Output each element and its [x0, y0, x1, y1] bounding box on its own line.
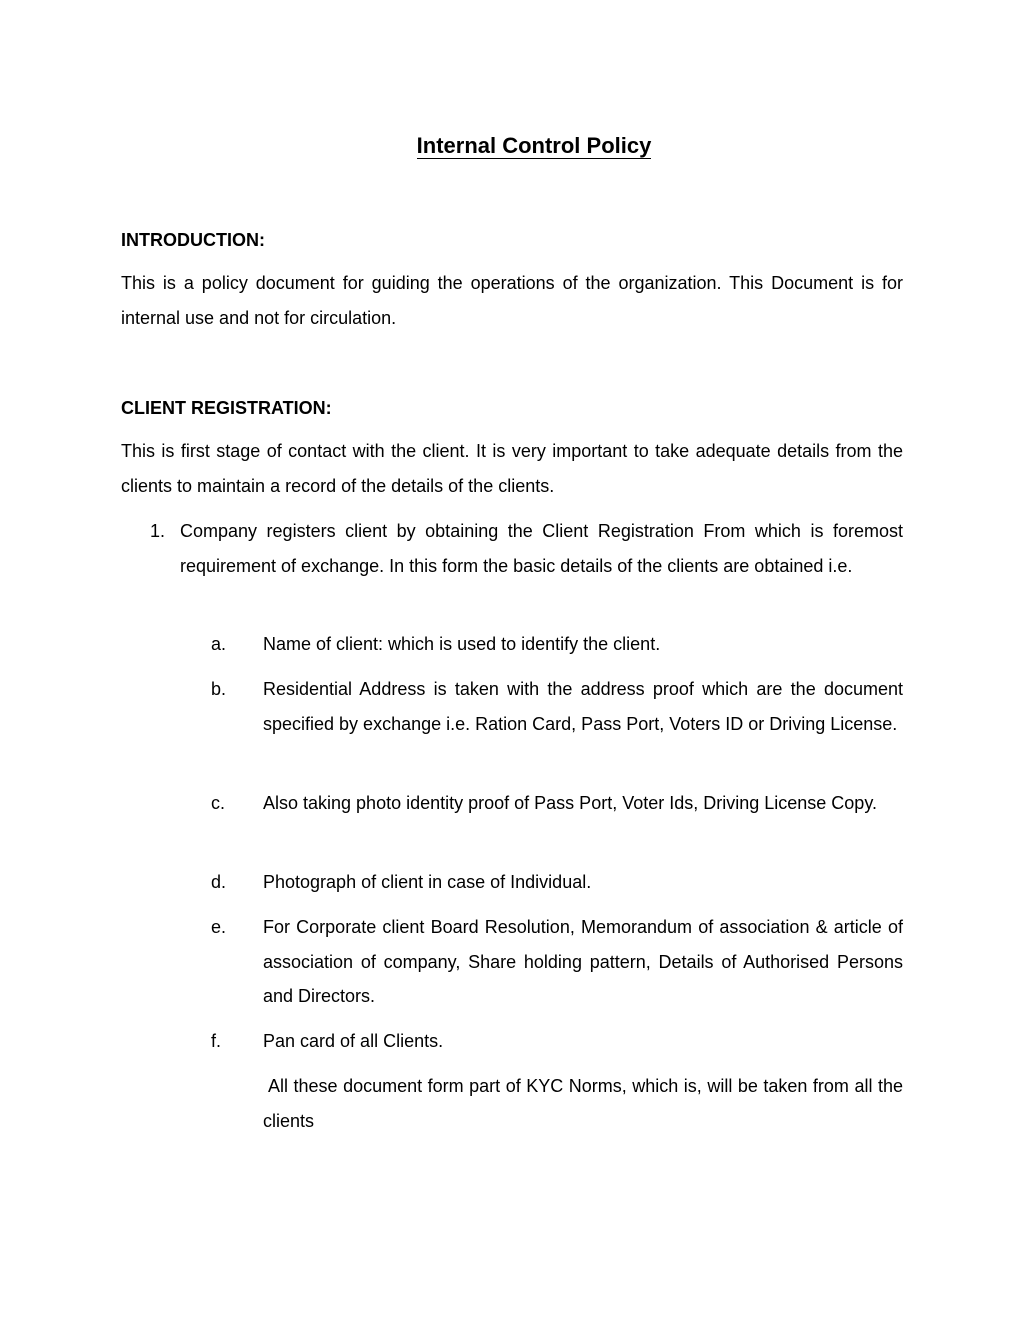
sub-list-text: Photograph of client in case of Individual.: [263, 872, 592, 892]
client-registration-paragraph: This is first stage of contact with the client. It is very important to take adequate details from the clients to maintain a record of the details of the clients.: [121, 441, 903, 496]
sub-list-text: For Corporate client Board Resolution, Memorandum of association & article of association of company, Share holding pattern, Details of Authorised Persons and Directors.: [263, 917, 903, 1007]
list-item: [121, 514, 903, 583]
sub-list-marker: e.: [211, 917, 227, 937]
introduction-paragraph: This is a policy document for guiding the operations of the organization. This Document is for internal use and not for circulation.: [121, 273, 903, 328]
introduction-heading: INTRODUCTION:: [121, 230, 265, 250]
sub-list-text: Pan card of all Clients.: [263, 1031, 444, 1051]
sub-list-marker: b.: [211, 679, 227, 699]
sub-list-item-f: [211, 1024, 903, 1059]
list-marker: 1.: [150, 521, 166, 541]
sub-list-item-d: [211, 865, 903, 900]
sub-list-item-e: [211, 910, 903, 1014]
sub-list-item-b: [211, 672, 903, 741]
sub-list-item-c: [211, 786, 903, 821]
sub-list-marker: c.: [211, 793, 226, 813]
sub-list-text: Residential Address is taken with the address proof which are the document specified by exchange i.e. Ration Card, Pass Port, Voters ID or Driving License.: [263, 679, 903, 734]
client-registration-heading: CLIENT REGISTRATION:: [121, 398, 332, 418]
sub-list-marker: f.: [211, 1031, 222, 1051]
document-title: [0, 131, 1024, 161]
sub-list-item-a: [211, 627, 903, 662]
sub-list-marker: d.: [211, 872, 227, 892]
sub-list-text: Also taking photo identity proof of Pass Port, Voter Ids, Driving License Copy.: [263, 793, 877, 813]
kyc-note: All these document form part of KYC Norms, which is, will be taken from all the clients: [263, 1076, 903, 1131]
list-item-text: Company registers client by obtaining the Client Registration From which is foremost requirement of exchange. In this form the basic details of the clients are obtained i.e.: [180, 521, 903, 576]
sub-list-marker: a.: [211, 634, 227, 654]
document-title-text: Internal Control Policy: [416, 133, 652, 158]
sub-list-text: Name of client: which is used to identify the client.: [263, 634, 661, 654]
